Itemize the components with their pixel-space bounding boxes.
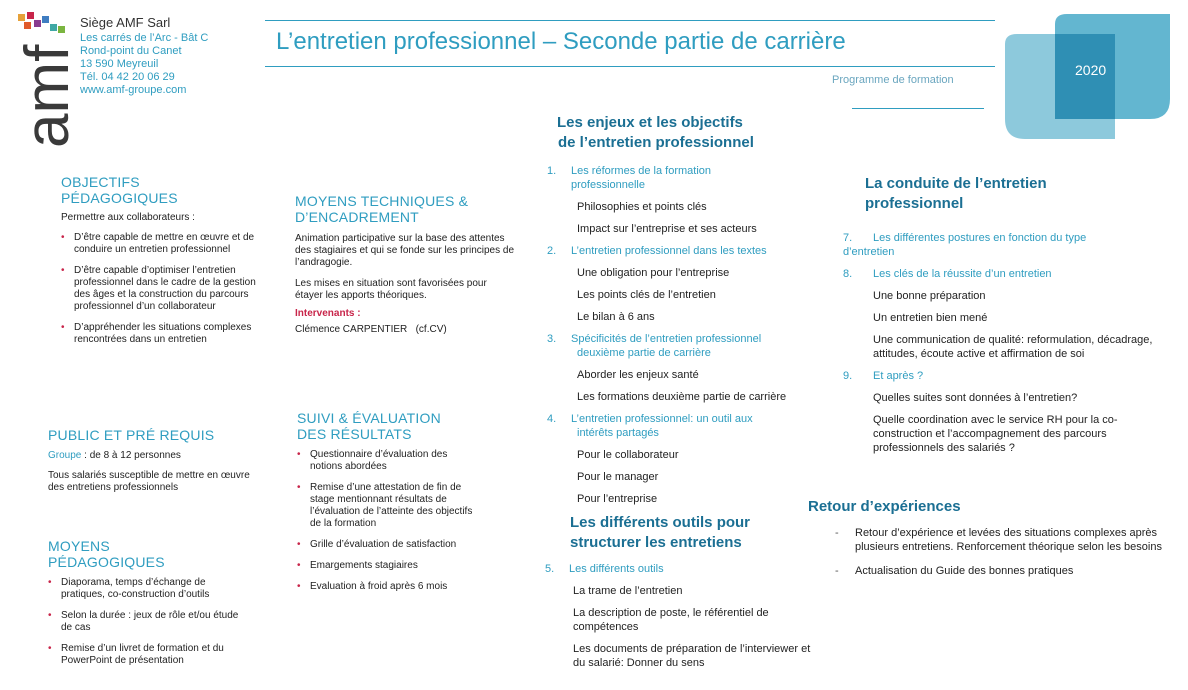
sub-item: Philosophies et points clés: [577, 201, 707, 213]
section-title: 5. Les différents outils: [545, 563, 664, 575]
enjeux-heading: Les enjeux et les objectifs de l’entretien professionnel: [557, 114, 754, 151]
enjeux-sections: 1. Les réformes de la formation professionnelle Philosophies et points clés Impact sur l’entreprise et ses acteurs 2. L’entretien professionnel dans les textes Une obligation pour l’entreprise Les points clés de l’entretien Le bilan à 6 ans 3. Spécificités de l’entretien professionnel deuxième partie de carrière Aborder les enjeux santé Les formations deuxième partie de carrière 4. L’entretien professionnel: un outil aux intérêts partagés Pour le collaborateur Pour le manager Pour l’entreprise: [547, 164, 837, 506]
sub-item: Quelles suites sont données à l’entretien?: [873, 392, 1078, 404]
retour-heading: Retour d’expériences: [808, 498, 961, 515]
groupe-line: Groupe : de 8 à 12 personnes: [48, 450, 181, 461]
intervenant-name: Clémence CARPENTIER (cf.CV): [295, 324, 447, 335]
sub-item: Aborder les enjeux santé: [577, 369, 699, 381]
objectifs-list: [61, 232, 261, 355]
amf-logo: [10, 40, 82, 150]
objectifs-intro: Permettre aux collaborateurs :: [61, 212, 195, 223]
objectifs-heading: OBJECTIFS PÉDAGOGIQUES: [61, 174, 178, 206]
list-item: • Grille d’évaluation de satisfaction: [297, 539, 477, 551]
address-line: Rond-point du Canet: [80, 45, 182, 57]
list-item: • Evaluation à froid après 6 mois: [297, 581, 477, 593]
list-item: - Actualisation du Guide des bonnes pratiques: [835, 564, 1180, 578]
suivi-list: [297, 449, 477, 602]
address-line: 13 590 Meyreuil: [80, 58, 159, 70]
conduite-heading: La conduite de l’entretien professionnel: [865, 175, 1047, 212]
company-name: Siège AMF Sarl: [80, 15, 171, 30]
title-rule-bottom: [265, 66, 995, 67]
outils-heading: Les différents outils pour structurer les entretiens: [570, 514, 751, 551]
svg-text:amf: amf: [13, 44, 82, 148]
section-title: 1. Les réformes de la formation: [547, 165, 712, 177]
list-item: - Retour d’expérience et levées des situations complexes après plusieurs entretiens. Renforcement théorique selon les besoins: [835, 526, 1180, 554]
sub-item: Une obligation pour l’entreprise: [577, 267, 730, 279]
list-item: • Remise d’un livret de formation et du PowerPoint de présentation: [48, 643, 248, 667]
section-title: 4. L’entretien professionnel: un outil aux: [547, 413, 753, 425]
logo-squares: [14, 10, 64, 40]
subtitle-rule: [852, 108, 984, 109]
list-item: • Remise d’une attestation de fin de stage mentionnant résultats de l’évaluation de l’atteinte des objectifs de la formation: [297, 482, 477, 530]
page-subtitle: Programme de formation: [832, 74, 954, 86]
retour-list: [835, 526, 1180, 578]
sub-item: Les points clés de l’entretien: [577, 289, 716, 301]
sub-item: Impact sur l’entreprise et ses acteurs: [577, 223, 757, 235]
list-item: • D’être capable d’optimiser l’entretien professionnel dans le cadre de la gestion des âges et la construction du parcours professionnel d’un collaborateur: [61, 265, 261, 313]
website-link[interactable]: www.amf-groupe.com: [80, 84, 187, 96]
sub-item: Les documents de préparation de l’interviewer et du salarié: Donner du sens: [573, 643, 811, 669]
section-title: 9. Et après ?: [843, 370, 924, 382]
address-line: Les carrés de l’Arc - Bât C: [80, 32, 209, 44]
list-item: • Diaporama, temps d’échange de pratiques, co-construction d’outils: [48, 577, 248, 601]
list-item: • Questionnaire d’évaluation des notions abordées: [297, 449, 477, 473]
moyens-tech-heading: MOYENS TECHNIQUES & D’ENCADREMENT: [295, 193, 469, 225]
year-label: 2020: [1075, 62, 1107, 78]
list-item: • D’être capable de mettre en œuvre et de conduire un entretien professionnel: [61, 232, 261, 256]
sub-item: Pour le collaborateur: [577, 449, 679, 461]
title-rule-top: [265, 20, 995, 21]
sub-item: Quelle coordination avec le service RH pour la co-construction et l’accompagnement des parcours professionnels des salariés ?: [873, 414, 1118, 454]
moyens-tech-p2: Les mises en situation sont favorisées pour étayer les apports théoriques.: [295, 278, 487, 301]
phone: Tél. 04 42 20 06 29: [80, 71, 175, 83]
conduite-section: 7. Les différentes postures en fonction du type d’entretien 8. Les clés de la réussite d’un entretien Une bonne préparation Un entretien bien mené Une communication de qualité: reformulation, décadrage, attitudes, écoute active et affirmation de soi 9. Et après ? Quelles suites sont données à l’entretien? Quelle coordination avec le service RH pour la co-construction et l’accompagnement des parcours professionnels des salariés ?: [843, 231, 1163, 455]
sub-item: Pour l’entreprise: [577, 493, 658, 505]
public-text: Tous salariés susceptible de mettre en œuvre des entretiens professionnels: [48, 470, 250, 493]
sub-item: Le bilan à 6 ans: [577, 311, 655, 323]
list-item: • Emargements stagiaires: [297, 560, 477, 572]
section-title: 3. Spécificités de l’entretien professionnel: [547, 333, 762, 345]
moyens-peda-heading: MOYENS PÉDAGOGIQUES: [48, 538, 165, 570]
moyens-peda-list: [48, 577, 248, 676]
sub-item: Les formations deuxième partie de carrière: [577, 391, 787, 403]
list-item: • Selon la durée : jeux de rôle et/ou étude de cas: [48, 610, 248, 634]
sub-item: Une bonne préparation: [873, 290, 986, 302]
sub-item: La description de poste, le référentiel de compétences: [573, 607, 769, 633]
sub-item: Pour le manager: [577, 471, 659, 483]
intervenants-label: Intervenants :: [295, 308, 361, 319]
suivi-heading: SUIVI & ÉVALUATION DES RÉSULTATS: [297, 410, 441, 442]
section-title: 7. Les différentes postures en fonction du type: [843, 232, 1087, 244]
moyens-tech-p1: Animation participative sur la base des attentes des stagiaires et qui se fonde sur les principes de l’andragogie.: [295, 233, 515, 268]
public-heading: PUBLIC ET PRÉ REQUIS: [48, 427, 215, 443]
sub-item: Une communication de qualité: reformulation, décadrage, attitudes, écoute active et affirmation de soi: [873, 334, 1153, 360]
sub-item: La trame de l’entretien: [573, 585, 683, 597]
sub-item: Un entretien bien mené: [873, 312, 988, 324]
company-info: [80, 16, 208, 97]
section-title: 2. L’entretien professionnel dans les textes: [547, 245, 767, 257]
list-item: • D’appréhender les situations complexes rencontrées dans un entretien: [61, 322, 261, 346]
outils-section: [545, 562, 815, 670]
section-title: 8. Les clés de la réussite d’un entretien: [843, 268, 1052, 280]
page-title: L’entretien professionnel – Seconde partie de carrière: [276, 28, 846, 55]
